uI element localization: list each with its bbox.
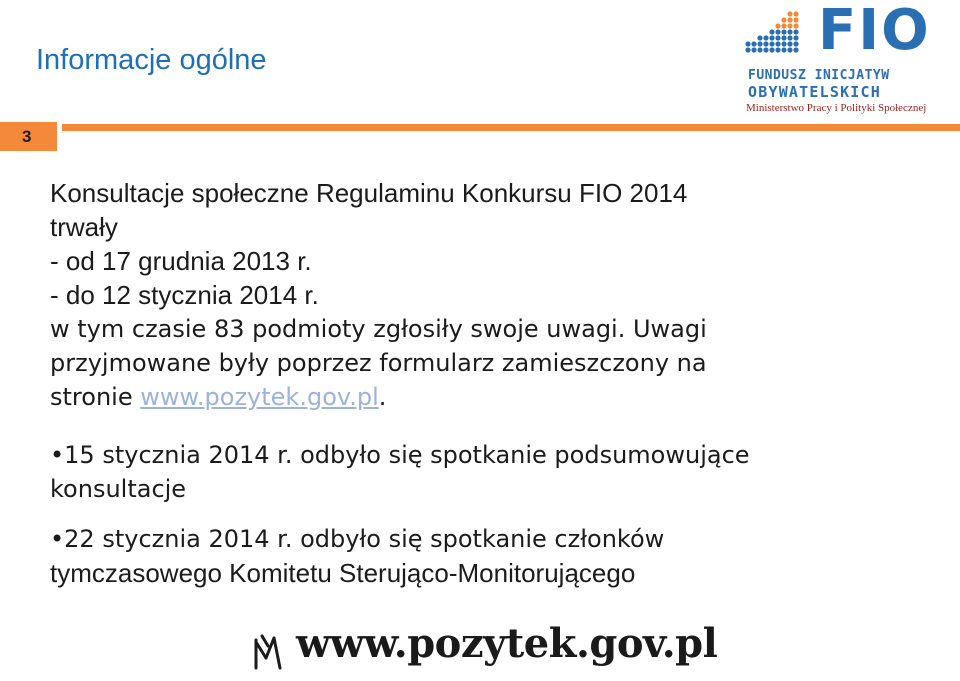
- text-fragment: stronie: [50, 383, 141, 411]
- bullet-item-1-continuation: konsultacje: [50, 475, 187, 503]
- text-line: Konsultacje społeczne Regulaminu Konkursu FIO 2014: [50, 178, 688, 208]
- pozytek-link[interactable]: www.pozytek.gov.pl: [140, 383, 379, 411]
- text-line: w tym czasie 83 podmioty zgłosiły swoje uwagi. Uwagi: [50, 315, 707, 343]
- text-line-with-link: [50, 380, 930, 414]
- bullet-item-1: •15 stycznia 2014 r. odbyło się spotkanie podsumowujące: [50, 441, 750, 469]
- fio-logo: [740, 0, 950, 124]
- logo-line-1: FUNDUSZ INICJATYW: [748, 68, 890, 83]
- text-line: - do 12 stycznia 2014 r.: [50, 280, 319, 310]
- bullet-item-2-continuation: tymczasowego Komitetu Sterująco-Monitorującego: [50, 558, 636, 588]
- footer-url: www.pozytek.gov.pl: [296, 620, 718, 667]
- orange-divider: [62, 124, 960, 131]
- hand-logo-icon: [252, 632, 286, 672]
- text-line: trwały: [50, 212, 118, 242]
- logo-fio-text: FIO: [818, 0, 931, 63]
- text-line: - od 17 grudnia 2013 r.: [50, 246, 312, 276]
- logo-ministry: Ministerstwo Pracy i Polityki Społecznej: [746, 102, 927, 114]
- page-number: 3: [0, 122, 57, 151]
- slide-content: [50, 176, 930, 590]
- text-line: przyjmowane były poprzez formularz zamieszczony na: [50, 349, 707, 377]
- slide-title: Informacje ogólne: [36, 44, 267, 76]
- text-fragment: .: [378, 383, 387, 411]
- bullet-item-2: •22 stycznia 2014 r. odbyło się spotkanie członków: [50, 525, 665, 553]
- dots-pattern-icon: [740, 10, 802, 60]
- logo-line-2: OBYWATELSKICH: [748, 83, 881, 101]
